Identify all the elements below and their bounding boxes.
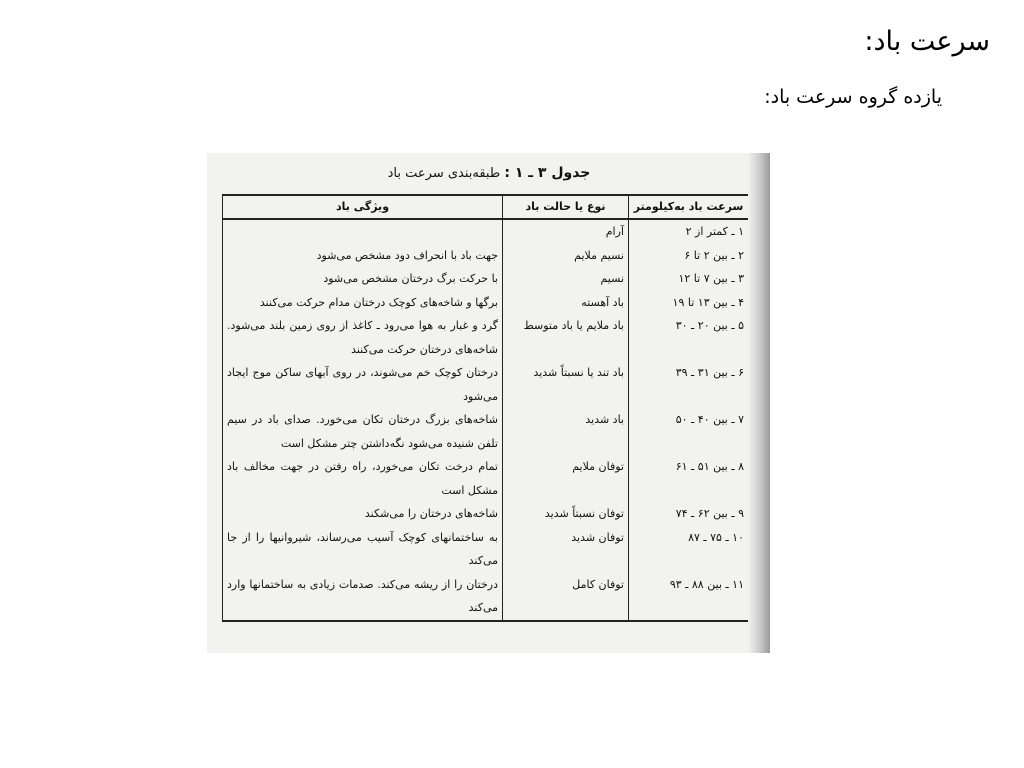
cell-description: شاخه‌های بزرگ درختان تکان می‌خورد. صدای باد در سیم تلفن شنیده می‌شود نگه‌داشتن چتر مشکل است bbox=[223, 408, 503, 455]
cell-type: توفان کامل bbox=[503, 573, 629, 621]
table-row bbox=[223, 408, 749, 455]
table-row bbox=[223, 526, 749, 573]
cell-description: به ساختمانهای کوچک آسیب می‌رساند، شیروانیها را از جا می‌کند bbox=[223, 526, 503, 573]
table-row bbox=[223, 244, 749, 268]
cell-speed: ۵ ـ بین ۲۰ ـ ۳۰ bbox=[629, 314, 749, 361]
table-header-row bbox=[223, 195, 749, 219]
cell-description: تمام درخت تکان می‌خورد، راه رفتن در جهت مخالف باد مشکل است bbox=[223, 455, 503, 502]
cell-speed: ۹ ـ بین ۶۲ ـ ۷۴ bbox=[629, 502, 749, 526]
cell-speed: ۴ ـ بین ۱۳ تا ۱۹ bbox=[629, 291, 749, 315]
cell-speed: ۱ ـ کمتر از ۲ bbox=[629, 219, 749, 244]
cell-speed: ۱۱ ـ بین ۸۸ ـ ۹۳ bbox=[629, 573, 749, 621]
cell-type: باد شدید bbox=[503, 408, 629, 455]
table-row bbox=[223, 314, 749, 361]
header-speed: سرعت باد به‌کیلومتر bbox=[629, 195, 749, 219]
cell-speed: ۳ ـ بین ۷ تا ۱۲ bbox=[629, 267, 749, 291]
cell-description bbox=[223, 219, 503, 244]
page-binding-shadow bbox=[748, 153, 770, 653]
header-type: نوع یا حالت باد bbox=[503, 195, 629, 219]
table-caption-text: طبقه‌بندی سرعت باد bbox=[387, 166, 501, 181]
cell-type: باد ملایم یا باد متوسط bbox=[503, 314, 629, 361]
cell-type: نسیم bbox=[503, 267, 629, 291]
cell-type: توفان ملایم bbox=[503, 455, 629, 502]
table-row bbox=[223, 291, 749, 315]
cell-type: باد آهسته bbox=[503, 291, 629, 315]
table-body bbox=[223, 219, 749, 621]
cell-type: نسیم ملایم bbox=[503, 244, 629, 268]
cell-description: شاخه‌های درختان را می‌شکند bbox=[223, 502, 503, 526]
cell-description: گرد و غبار به هوا می‌رود ـ کاغذ از روی زمین بلند می‌شود. شاخه‌های درختان حرکت می‌کنند bbox=[223, 314, 503, 361]
table-row bbox=[223, 573, 749, 621]
table-row bbox=[223, 219, 749, 244]
cell-speed: ۲ ـ بین ۲ تا ۶ bbox=[629, 244, 749, 268]
cell-speed: ۱۰ ـ ۷۵ ـ ۸۷ bbox=[629, 526, 749, 573]
table-row bbox=[223, 361, 749, 408]
slide-subtitle: یازده گروه سرعت باد: bbox=[764, 86, 942, 108]
table-caption-label: جدول ۳ ـ ۱ : bbox=[504, 165, 591, 181]
scanned-table-image bbox=[207, 153, 770, 653]
cell-description: درختان را از ریشه می‌کند. صدمات زیادی به ساختمانها وارد می‌کند bbox=[223, 573, 503, 621]
table-row bbox=[223, 502, 749, 526]
cell-speed: ۷ ـ بین ۴۰ ـ ۵۰ bbox=[629, 408, 749, 455]
cell-description: درختان کوچک خم می‌شوند، در روی آبهای ساکن موج ایجاد می‌شود bbox=[223, 361, 503, 408]
cell-type: توفان شدید bbox=[503, 526, 629, 573]
cell-description: برگها و شاخه‌های کوچک درختان مدام حرکت می‌کنند bbox=[223, 291, 503, 315]
cell-type: باد تند یا نسبتاً شدید bbox=[503, 361, 629, 408]
header-description: ویژگی باد bbox=[223, 195, 503, 219]
wind-speed-table bbox=[222, 194, 749, 622]
cell-type: توفان نسبتاً شدید bbox=[503, 502, 629, 526]
cell-speed: ۶ ـ بین ۳۱ ـ ۳۹ bbox=[629, 361, 749, 408]
cell-type: آرام bbox=[503, 219, 629, 244]
table-row bbox=[223, 267, 749, 291]
table-row bbox=[223, 455, 749, 502]
cell-description: با حرکت برگ درختان مشخص می‌شود bbox=[223, 267, 503, 291]
table-caption bbox=[379, 165, 599, 181]
slide-title: سرعت باد: bbox=[864, 26, 990, 57]
cell-speed: ۸ ـ بین ۵۱ ـ ۶۱ bbox=[629, 455, 749, 502]
cell-description: جهت باد با انحراف دود مشخص می‌شود bbox=[223, 244, 503, 268]
